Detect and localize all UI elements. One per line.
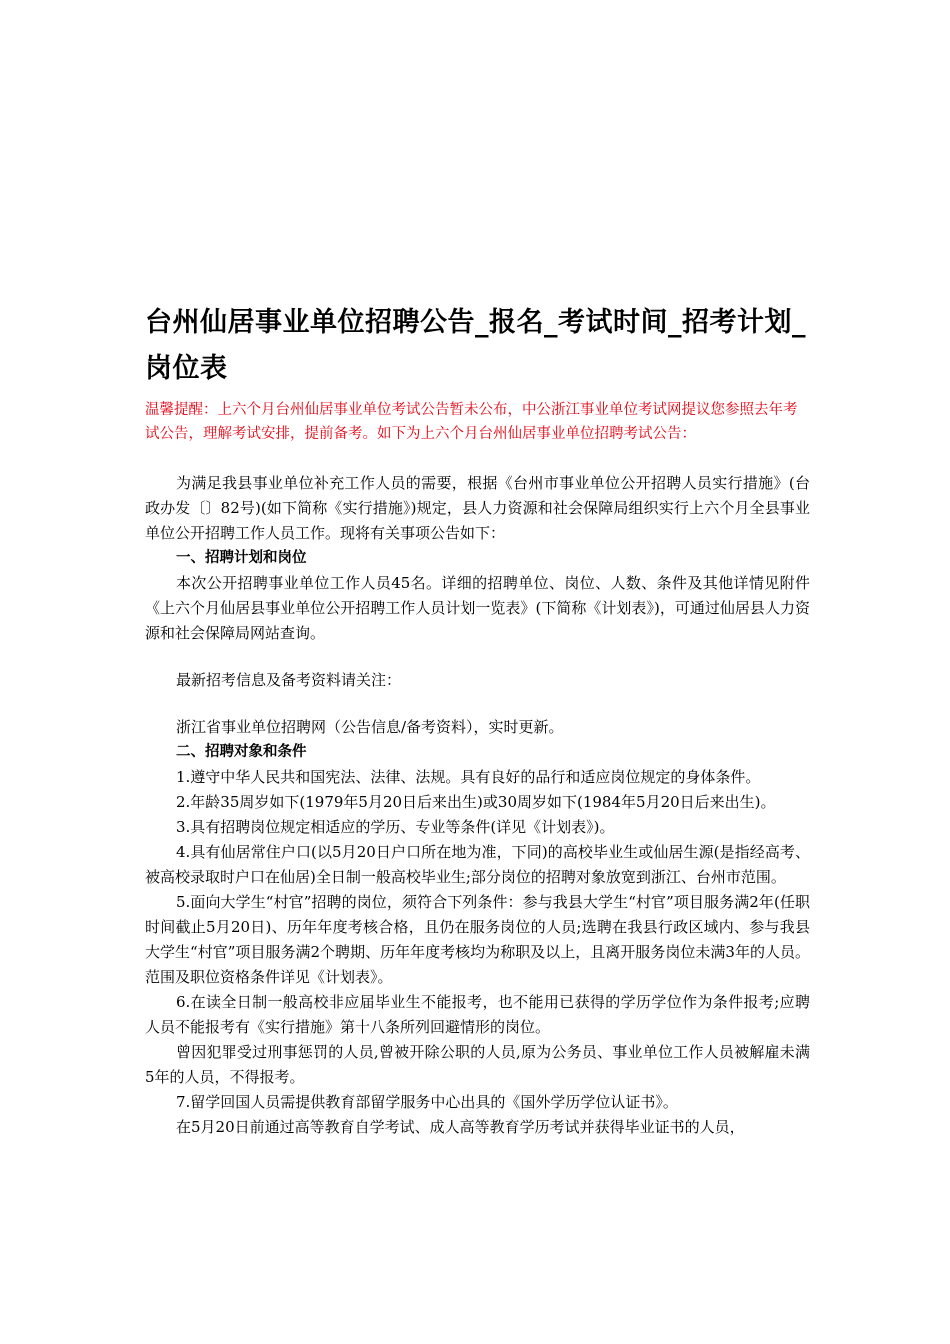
intro-paragraph: 为满足我县事业单位补充工作人员的需要，根据《台州市事业单位公开招聘人员实行措施》(台政办发〔〕82号)(如下简称《实行措施》)规定，县人力资源和社会保障局组织实行上六个月全县事业单位公开招聘工作人员工作。现将有关事项公告如下： <box>145 474 810 542</box>
section-heading-plan: 一、招聘计划和岗位 <box>176 550 307 566</box>
condition-item: 7.留学回国人员需提供教育部留学服务中心出具的《国外学历学位认证书》。 <box>176 1093 678 1111</box>
condition-item: 2.年龄35周岁如下(1979年5月20日后来出生)或30周岁如下(1984年5月20日后来出生)。 <box>176 793 776 811</box>
document-title: 台州仙居事业单位招聘公告_报名_考试时间_招考计划_岗位表 <box>145 307 806 384</box>
plan-paragraph: 本次公开招聘事业单位工作人员45名。详细的招聘单位、岗位、人数、条件及其他详情见附件《上六个月仙居县事业单位公开招聘工作人员计划一览表》(下简称《计划表》)，可通过仙居县人力资源和社会保障局网站查询。 <box>145 574 810 642</box>
condition-note: 曾因犯罪受过刑事惩罚的人员,曾被开除公职的人员,原为公务员、事业单位工作人员被解雇未满5年的人员，不得报考。 <box>145 1043 810 1086</box>
condition-item: 1.遵守中华人民共和国宪法、法律、法规。具有良好的品行和适应岗位规定的身体条件。 <box>176 768 761 786</box>
website-paragraph: 浙江省事业单位招聘网（公告信息/备考资料），实时更新。 <box>176 718 564 736</box>
condition-note: 在5月20日前通过高等教育自学考试、成人高等教育学历考试并获得毕业证书的人员， <box>176 1118 745 1136</box>
reminder-notice: 温馨提醒：上六个月台州仙居事业单位考试公告暂未公布，中公浙江事业单位考试网提议您参照去年考试公告，理解考试安排，提前备考。如下为上六个月台州仙居事业单位招聘考试公告： <box>145 402 798 442</box>
section-heading-conditions: 二、招聘对象和条件 <box>176 744 307 760</box>
follow-paragraph: 最新招考信息及备考资料请关注： <box>176 671 402 689</box>
condition-item: 4.具有仙居常住户口(以5月20日户口所在地为准，下同)的高校毕业生或仙居生源(是指经高考、被高校录取时户口在仙居)全日制一般高校毕业生;部分岗位的招聘对象放宽到浙江、台州市范围。 <box>145 843 810 886</box>
condition-item: 6.在读全日制一般高校非应届毕业生不能报考，也不能用已获得的学历学位作为条件报考;应聘人员不能报考有《实行措施》第十八条所列回避情形的岗位。 <box>145 993 810 1036</box>
condition-item: 5.面向大学生“村官”招聘的岗位，须符合下列条件：参与我县大学生“村官”项目服务满2年(任职时间截止5月20日)、历年年度考核合格，且仍在服务岗位的人员;选聘在我县行政区域内、参与我县大学生“村官”项目服务满2个聘期、历年年度考核均为称职及以上，且离开服务岗位未满3年的人员。范围及职位资格条件详见《计划表》。 <box>145 893 810 986</box>
condition-item: 3.具有招聘岗位规定相适应的学历、专业等条件(详见《计划表》)。 <box>176 818 615 836</box>
document-body <box>145 471 810 1140</box>
